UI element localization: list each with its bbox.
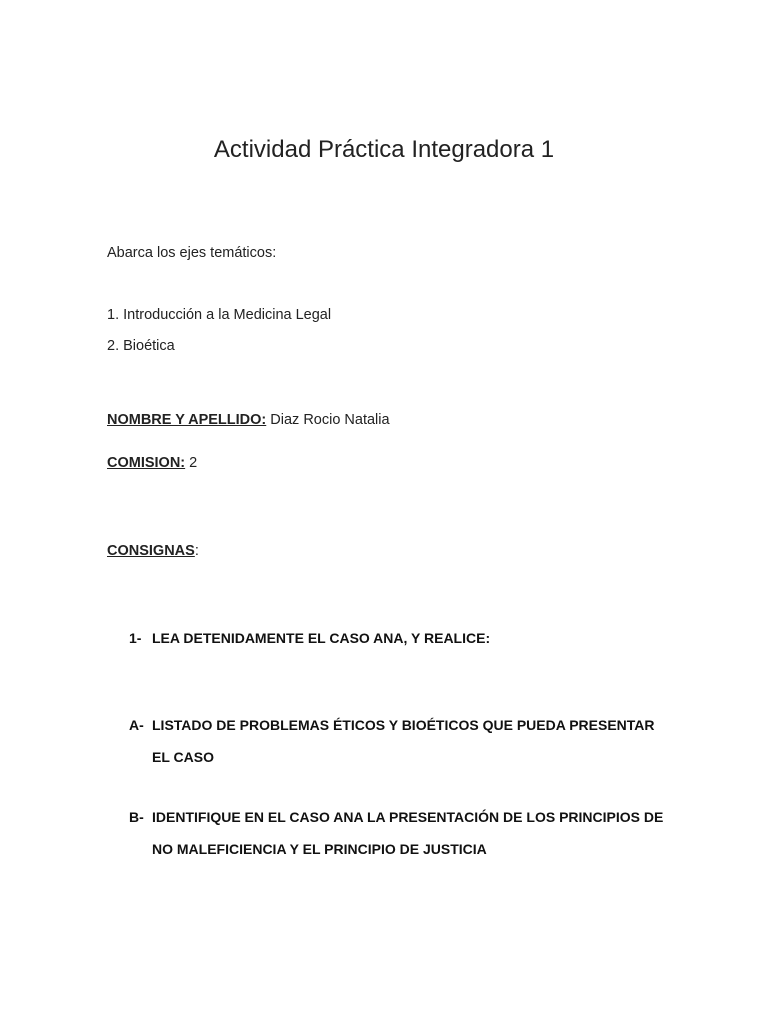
topic-item: 1. Introducción a la Medicina Legal bbox=[107, 307, 332, 323]
student-name-label: NOMBRE Y APELLIDO: bbox=[107, 412, 267, 428]
instructions-heading bbox=[107, 543, 199, 559]
student-name-value: Diaz Rocio Natalia bbox=[266, 412, 390, 428]
commission-label: COMISION: bbox=[107, 455, 186, 471]
instruction-marker: 1- bbox=[129, 630, 142, 646]
instructions-colon: : bbox=[194, 543, 199, 559]
commission-line bbox=[107, 455, 197, 471]
topic-item: 2. Bioética bbox=[107, 338, 175, 354]
instruction-marker: B- bbox=[129, 809, 144, 825]
instruction-text: IDENTIFIQUE EN EL CASO ANA LA PRESENTACIÓN DE LOS PRINCIPIOS DE NO MALEFICIENCIA Y EL PRINCIPIO DE JUSTICIA bbox=[152, 809, 664, 857]
instruction-text: LISTADO DE PROBLEMAS ÉTICOS Y BIOÉTICOS QUE PUEDA PRESENTAR EL CASO bbox=[152, 717, 655, 765]
instruction-item bbox=[129, 622, 669, 654]
document-title: Actividad Práctica Integradora 1 bbox=[213, 136, 555, 163]
instruction-marker: A- bbox=[129, 717, 144, 733]
instructions-label: CONSIGNAS bbox=[107, 543, 195, 559]
instruction-item bbox=[129, 709, 669, 773]
instruction-text: LEA DETENIDAMENTE EL CASO ANA, Y REALICE: bbox=[152, 630, 491, 646]
commission-value: 2 bbox=[185, 455, 198, 471]
intro-text: Abarca los ejes temáticos: bbox=[107, 245, 277, 261]
student-name-line bbox=[107, 412, 390, 428]
instruction-item bbox=[129, 801, 669, 865]
